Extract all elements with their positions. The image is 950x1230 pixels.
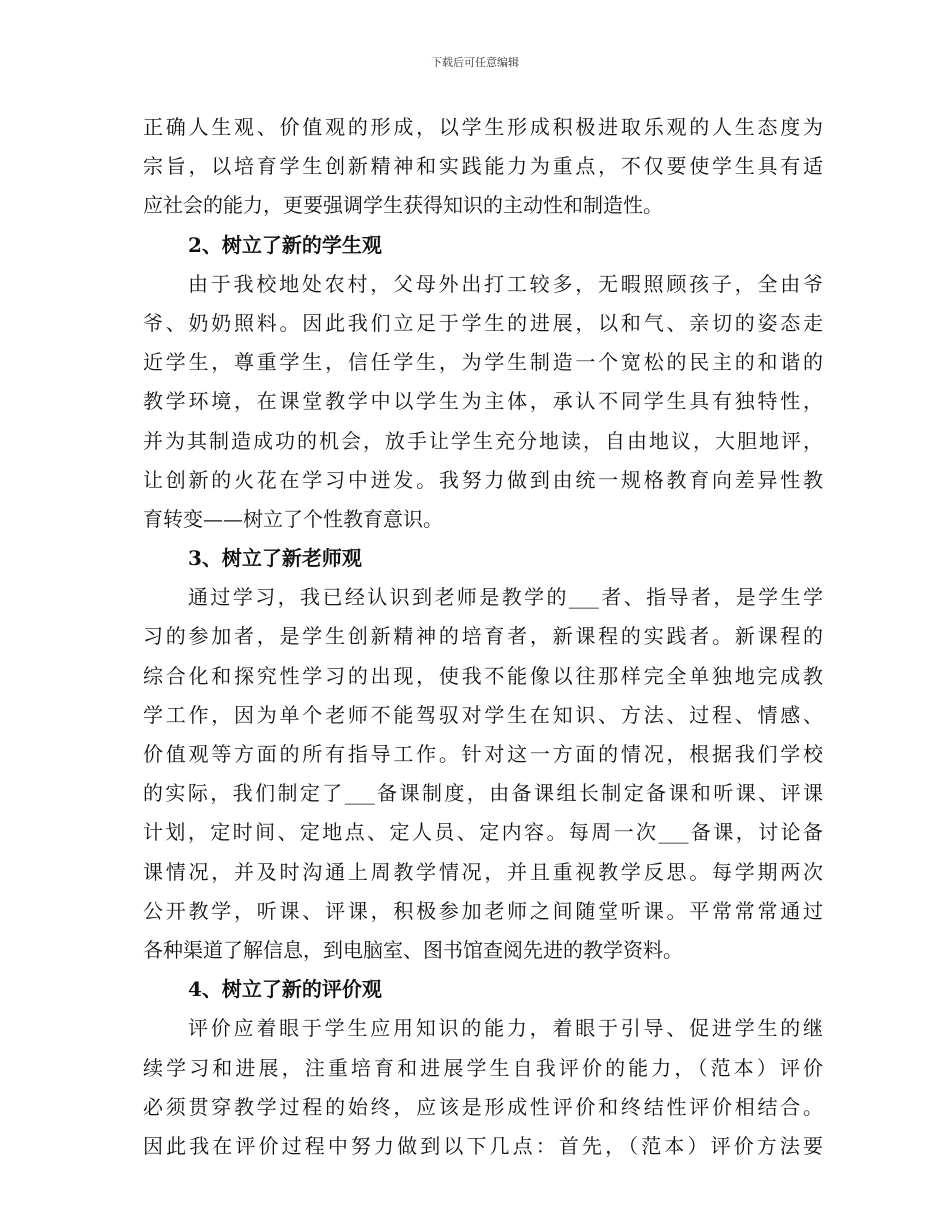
page-header: 下载后可任意编辑 bbox=[431, 56, 519, 69]
text-line: 由于我校地处农村，父母外出打工较多，无暇照顾孩子，全由爷 bbox=[188, 271, 823, 296]
section-heading-2: 2、树立了新的学生观 bbox=[188, 232, 382, 257]
text-line: 综合化和探究性学习的出现，使我不能像以往那样完全单独地完成教 bbox=[143, 663, 823, 688]
text-line: 习的参加者，是学生创新精神的培育者，新课程的实践者。新课程的 bbox=[143, 624, 823, 649]
text-line: 计划，定时间、定地点、定人员、定内容。每周一次___备课，讨论备 bbox=[143, 820, 823, 845]
paragraph-section-4 bbox=[143, 1009, 823, 1166]
section-heading-3: 3、树立了新老师观 bbox=[188, 546, 362, 571]
text-line: 公开教学，听课、评课，积极参加老师之间随堂听课。平常常常通过 bbox=[143, 898, 823, 923]
text-line: 评价应着眼于学生应用知识的能力，着眼于引导、促进学生的继 bbox=[188, 1016, 823, 1041]
text-line: 教学环境，在课堂教学中以学生为主体，承认不同学生具有独特性， bbox=[143, 389, 823, 414]
paragraph-section-2 bbox=[143, 265, 823, 539]
text-line: 价值观等方面的所有指导工作。针对这一方面的情况，根据我们学校 bbox=[143, 742, 823, 766]
text-line: 应社会的能力，更要强调学生获得知识的主动性和制造性。 bbox=[143, 193, 663, 218]
text-line: 爷、奶奶照料。因此我们立足于学生的进展，以和气、亲切的姿态走 bbox=[143, 310, 823, 335]
paragraph-intro bbox=[143, 108, 823, 226]
text-line: 通过学习，我已经认识到老师是教学的___者、指导者，是学生学 bbox=[188, 585, 823, 610]
text-line: 并为其制造成功的机会，放手让学生充分地读，自由地议，大胆地评， bbox=[143, 428, 823, 453]
text-line: 必须贯穿教学过程的始终，应该是形成性评价和终结性评价相结合。 bbox=[143, 1094, 823, 1119]
text-line: 的实际，我们制定了___备课制度，由备课组长制定备课和听课、评课 bbox=[143, 781, 823, 806]
text-line: 近学生，尊重学生，信任学生，为学生制造一个宽松的民主的和谐的 bbox=[143, 350, 823, 375]
section-heading-4: 4、树立了新的评价观 bbox=[188, 977, 382, 1002]
text-line: 学工作，因为单个老师不能驾驭对学生在知识、方法、过程、情感、 bbox=[143, 702, 823, 727]
text-line: 续学习和进展，注重培育和进展学生自我评价的能力，（范本）评价 bbox=[143, 1055, 823, 1080]
text-line: 正确人生观、价值观的形成，以学生形成积极进取乐观的人生态度为 bbox=[143, 115, 823, 139]
text-line: 课情况，并及时沟通上周教学情况，并且重视教学反思。每学期两次 bbox=[143, 859, 823, 884]
text-line: 各种渠道了解信息，到电脑室、图书馆查阅先进的教学资料。 bbox=[143, 937, 683, 962]
document-body bbox=[143, 108, 823, 1166]
paragraph-section-3 bbox=[143, 578, 823, 970]
text-line: 因此我在评价过程中努力做到以下几点：首先，（范本）评价方法要 bbox=[143, 1133, 823, 1158]
text-line: 宗旨，以培育学生创新精神和实践能力为重点，不仅要使学生具有适 bbox=[143, 154, 823, 179]
text-line: 育转变——树立了个性教育意识。 bbox=[143, 506, 443, 531]
text-line: 让创新的火花在学习中迸发。我努力做到由统一规格教育向差异性教 bbox=[143, 467, 823, 492]
